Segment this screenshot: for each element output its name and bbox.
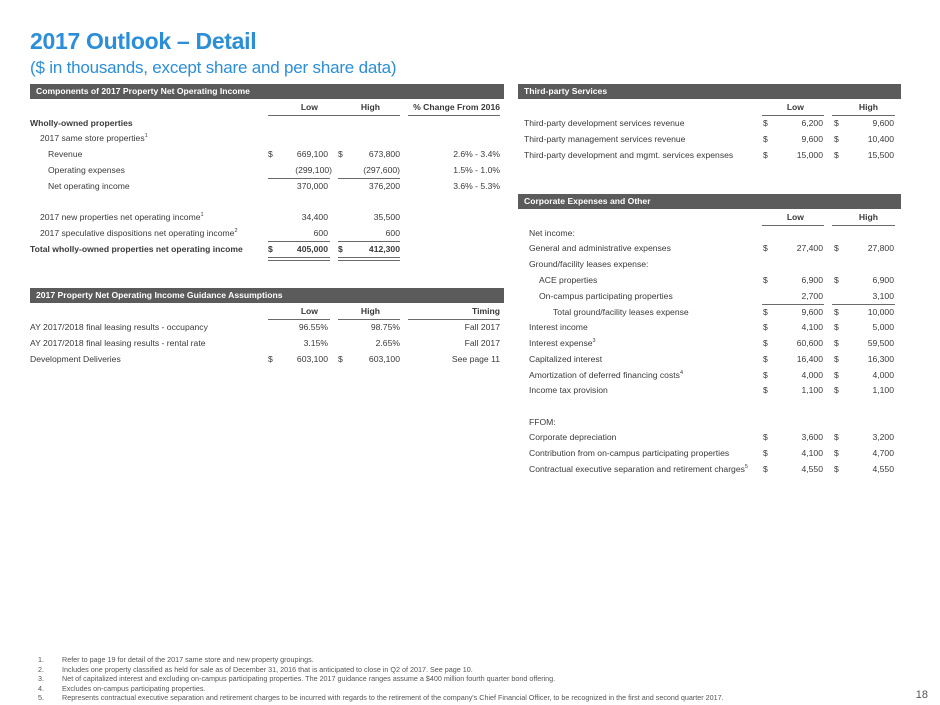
table-row: Total ground/facility leases expense $ 9,600 $ 10,000 <box>553 307 894 317</box>
table-row: Revenue $ 669,100 $ 673,800 2.6% - 3.4% <box>48 149 500 159</box>
table-row: AY 2017/2018 final leasing results - rental rate 3.15% 2.65% Fall 2017 <box>30 338 500 348</box>
table-row: Third-party management services revenue $ 9,600 $ 10,400 <box>524 134 894 144</box>
table-row: Capitalized interest $ 16,400 $ 16,300 <box>529 354 894 364</box>
footnotes <box>38 655 898 703</box>
table-row: Interest income $ 4,100 $ 5,000 <box>529 322 894 332</box>
table-row: On-campus participating properties 2,700 3,100 <box>539 291 894 301</box>
net-income-label: Net income: <box>529 228 575 238</box>
guidance-column-headers: Low High Timing <box>300 306 500 316</box>
guidance-header: 2017 Property Net Operating Income Guidance Assumptions <box>30 288 504 303</box>
corporate-header: Corporate Expenses and Other <box>518 194 901 209</box>
table-row: Development Deliveries $ 603,100 $ 603,100 See page 11 <box>30 354 500 364</box>
components-section <box>30 84 504 264</box>
footnote: 5. Represents contractual executive separation and retirement charges to be incurred with regards to the retirement of the company's Chief Financial Officer, to be recognized in the first and second quarter 2017. <box>38 693 724 702</box>
guidance-section <box>30 288 504 368</box>
components-header: Components of 2017 Property Net Operating Income <box>30 84 504 99</box>
footnote: 1. Refer to page 19 for detail of the 2017 same store and new property groupings. <box>38 655 314 664</box>
table-row: Contractual executive separation and retirement charges$^5$ $ 4,550 $ 4,550 <box>529 464 894 474</box>
footnote: 3. Net of capitalized interest and excluding on-campus participating properties. The 2017 guidance ranges assume a $400 million fourth quarter bond offering. <box>38 674 556 683</box>
ffom-label: FFOM: <box>529 417 556 427</box>
table-row-total: Total wholly-owned properties net operating income $ 405,000 $ 412,300 <box>30 244 400 254</box>
table-row: Third-party development services revenue $ 6,200 $ 9,600 <box>524 118 894 128</box>
table-row: Amortization of deferred financing costs$^4$ $ 4,000 $ 4,000 <box>529 370 894 380</box>
third-party-section <box>518 84 901 164</box>
table-row: ACE properties $ 6,900 $ 6,900 <box>539 275 894 285</box>
table-row: 2017 speculative dispositions net operating income$^2$ 600 600 <box>40 228 400 238</box>
table-row: Interest expense$^3$ $ 60,600 $ 59,500 <box>529 338 894 348</box>
third-party-column-headers: Low High <box>786 102 878 112</box>
footnote: 4. Excludes on-campus participating properties. <box>38 683 206 693</box>
table-row: Income tax provision $ 1,100 $ 1,100 <box>529 385 894 395</box>
footnote: 2. Includes one property classified as held for sale as of December 31, 2016 that is anticipated to close in Q2 of 2017. See page 10. <box>38 664 473 674</box>
page-subtitle: ($ in thousands, except share and per share data) <box>30 58 397 77</box>
table-row: AY 2017/2018 final leasing results - occupancy 96.55% 98.75% Fall 2017 <box>30 322 500 332</box>
col-low-header: Low <box>300 102 318 112</box>
table-row: Net operating income 370,000 376,200 3.6% - 5.3% <box>48 181 500 191</box>
wholly-owned-label: Wholly-owned properties <box>30 118 133 128</box>
col-change-header: % Change From 2016 <box>413 102 500 112</box>
page-title: 2017 Outlook – Detail <box>30 28 257 54</box>
table-row: General and administrative expenses $ 27,400 $ 27,800 <box>529 243 894 253</box>
components-column-headers <box>30 100 504 115</box>
corporate-column-headers: Low High <box>786 212 878 222</box>
table-row: Contribution from on-campus participating properties $ 4,100 $ 4,700 <box>529 448 894 458</box>
ground-lease-label: Ground/facility leases expense: <box>529 259 649 269</box>
same-store-label: 2017 same store properties$^1$ <box>40 133 148 143</box>
table-row: 2017 new properties net operating income$^1$ 34,400 35,500 <box>40 212 400 222</box>
page-number: 18 <box>915 689 928 701</box>
third-party-header: Third-party Services <box>518 84 901 99</box>
table-row: Operating expenses (299,100) (297,600) 1.5% - 1.0% <box>48 165 500 175</box>
table-row: Third-party development and mgmt. services expenses $ 15,000 $ 15,500 <box>524 150 894 160</box>
corporate-section <box>518 194 901 484</box>
col-high-header: High <box>360 102 380 112</box>
table-row: Corporate depreciation $ 3,600 $ 3,200 <box>529 432 894 442</box>
